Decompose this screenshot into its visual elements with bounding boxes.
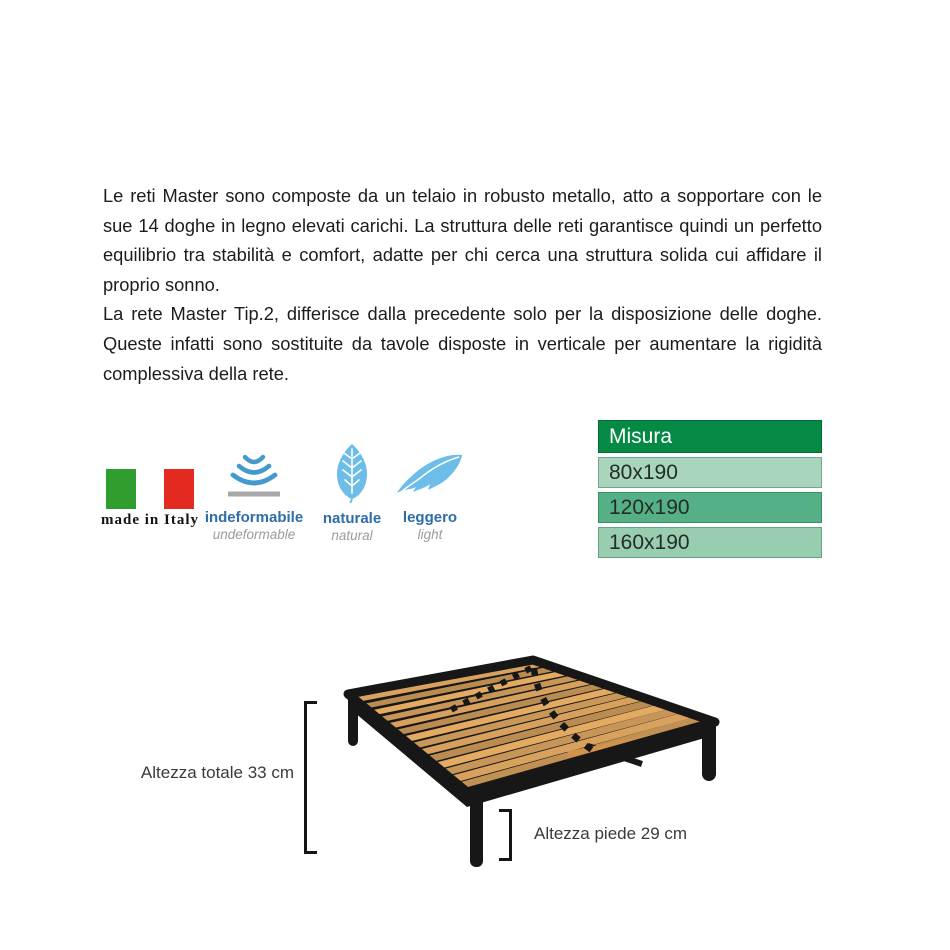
- feather-icon: [395, 452, 465, 498]
- size-row-80x190: 80x190: [598, 457, 822, 488]
- feature-label-it: indeformabile: [204, 509, 304, 526]
- product-description: [103, 181, 822, 388]
- feature-label-en: undeformable: [212, 527, 296, 542]
- dimension-bracket-foot-height: [499, 809, 512, 861]
- italy-flag-icon: [106, 469, 194, 509]
- flag-green-band: [106, 469, 136, 509]
- made-in-italy-badge: [95, 466, 205, 529]
- size-row-160x190: 160x190: [598, 527, 822, 558]
- leaf-icon: [332, 443, 372, 503]
- description-paragraph-2: La rete Master Tip.2, differisce dalla precedente solo per la disposizione delle doghe. Queste infatti sono sostituite da tavole disposte in verticale per aumentare la rigidità complessiva della rete.: [103, 303, 822, 384]
- feature-leggero: [375, 452, 485, 542]
- size-table-header: Misura: [598, 420, 822, 453]
- bed-frame-photo: [300, 640, 760, 890]
- description-paragraph-1: Le reti Master sono composte da un telaio in robusto metallo, atto a sopportare con le sue 14 doghe in legno elevati carichi. La struttura delle reti garantisce quindi un perfetto equilibrio tra stabilità e comfort, adatte per chi cerca una struttura solida cui affidare il proprio sonno.: [103, 185, 822, 295]
- feature-label-en: light: [417, 527, 443, 542]
- size-row-120x190: 120x190: [598, 492, 822, 523]
- feature-label-it: leggero: [402, 509, 458, 526]
- total-height-label: Altezza totale 33 cm: [140, 763, 294, 782]
- feature-label-it: naturale: [322, 510, 382, 527]
- springs-icon: [220, 450, 288, 502]
- size-table: [598, 420, 822, 562]
- foot-height-label: Altezza piede 29 cm: [534, 824, 688, 843]
- flag-white-band: [136, 469, 164, 509]
- feature-indeformabile: [202, 450, 306, 542]
- made-in-italy-label: made in Italy: [100, 512, 199, 528]
- dimension-bracket-total-height: [304, 701, 317, 854]
- flag-red-band: [164, 469, 194, 509]
- feature-label-en: natural: [331, 528, 373, 543]
